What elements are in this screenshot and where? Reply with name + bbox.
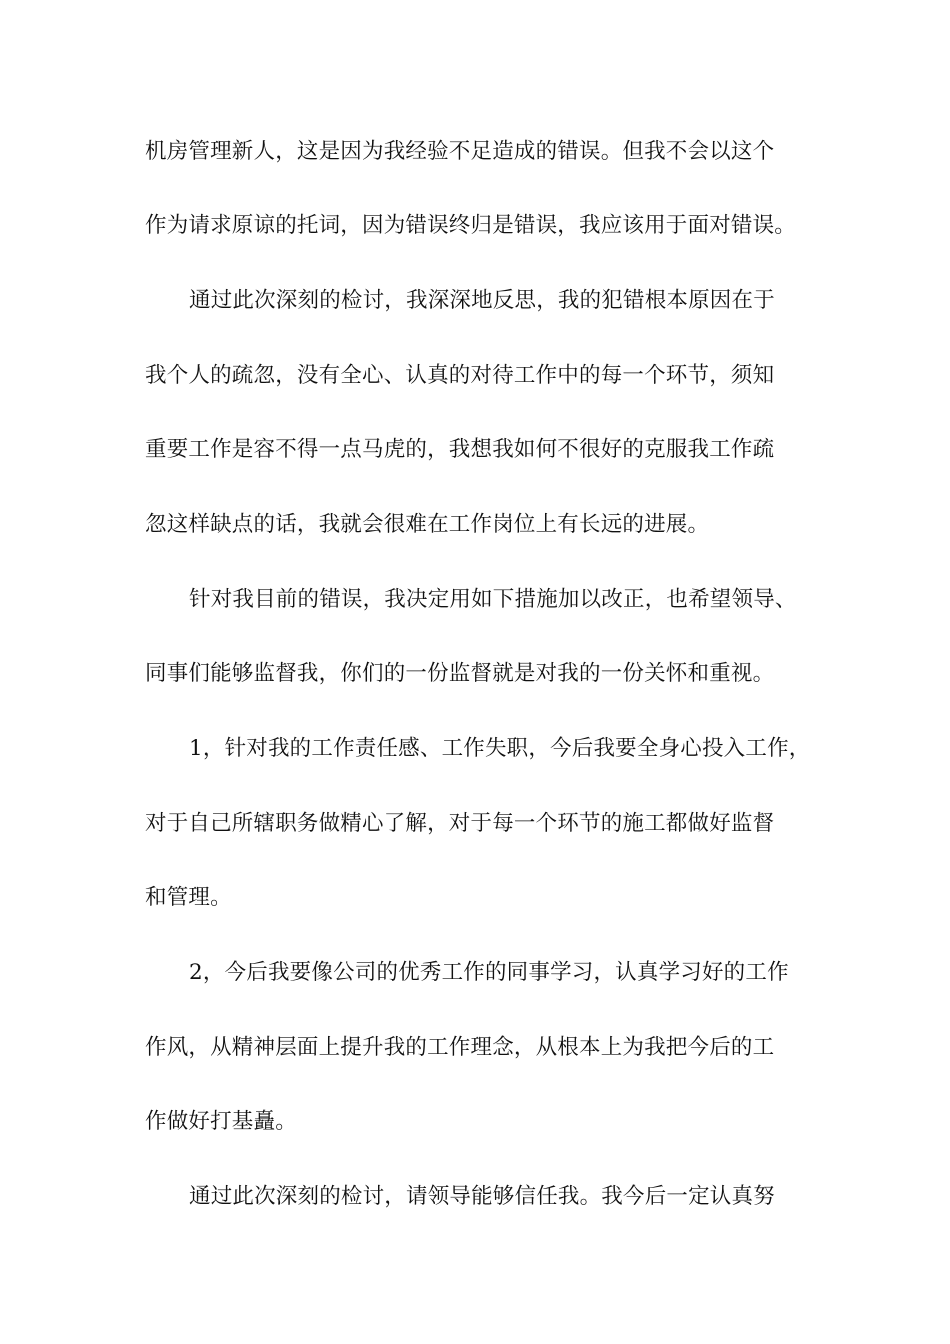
text-line: 作风，从精神层面上提升我的工作理念，从根本上为我把今后的工	[145, 1035, 775, 1060]
list-item-1-line: 1，针对我的工作责任感、工作失职，今后我要全身心投入工作，	[189, 736, 811, 761]
text-line: 重要工作是容不得一点马虎的，我想我如何不很好的克服我工作疏	[145, 437, 775, 462]
paragraph-start-line: 通过此次深刻的检讨，请领导能够信任我。我今后一定认真努	[189, 1184, 775, 1209]
list-item-2-line: 2，今后我要像公司的优秀工作的同事学习，认真学习好的工作	[189, 960, 789, 985]
text-line: 机房管理新人，这是因为我经验不足造成的错误。但我不会以这个	[145, 139, 775, 164]
text-line: 作为请求原谅的托词，因为错误终归是错误，我应该用于面对错误。	[145, 213, 797, 238]
text-line: 忽这样缺点的话，我就会很难在工作岗位上有长远的进展。	[145, 512, 710, 537]
text-line: 我个人的疏忽，没有全心、认真的对待工作中的每一个环节，须知	[145, 363, 775, 388]
text-line: 同事们能够监督我，你们的一份监督就是对我的一份关怀和重视。	[145, 661, 775, 686]
text-line: 作做好打基矗。	[145, 1109, 297, 1134]
text-line: 对于自己所辖职务做精心了解，对于每一个环节的施工都做好监督	[145, 811, 775, 836]
paragraph-start-line: 针对我目前的错误，我决定用如下措施加以改正，也希望领导、	[189, 587, 797, 612]
text-line: 和管理。	[145, 885, 232, 910]
paragraph-start-line: 通过此次深刻的检讨，我深深地反思，我的犯错根本原因在于	[189, 288, 775, 313]
